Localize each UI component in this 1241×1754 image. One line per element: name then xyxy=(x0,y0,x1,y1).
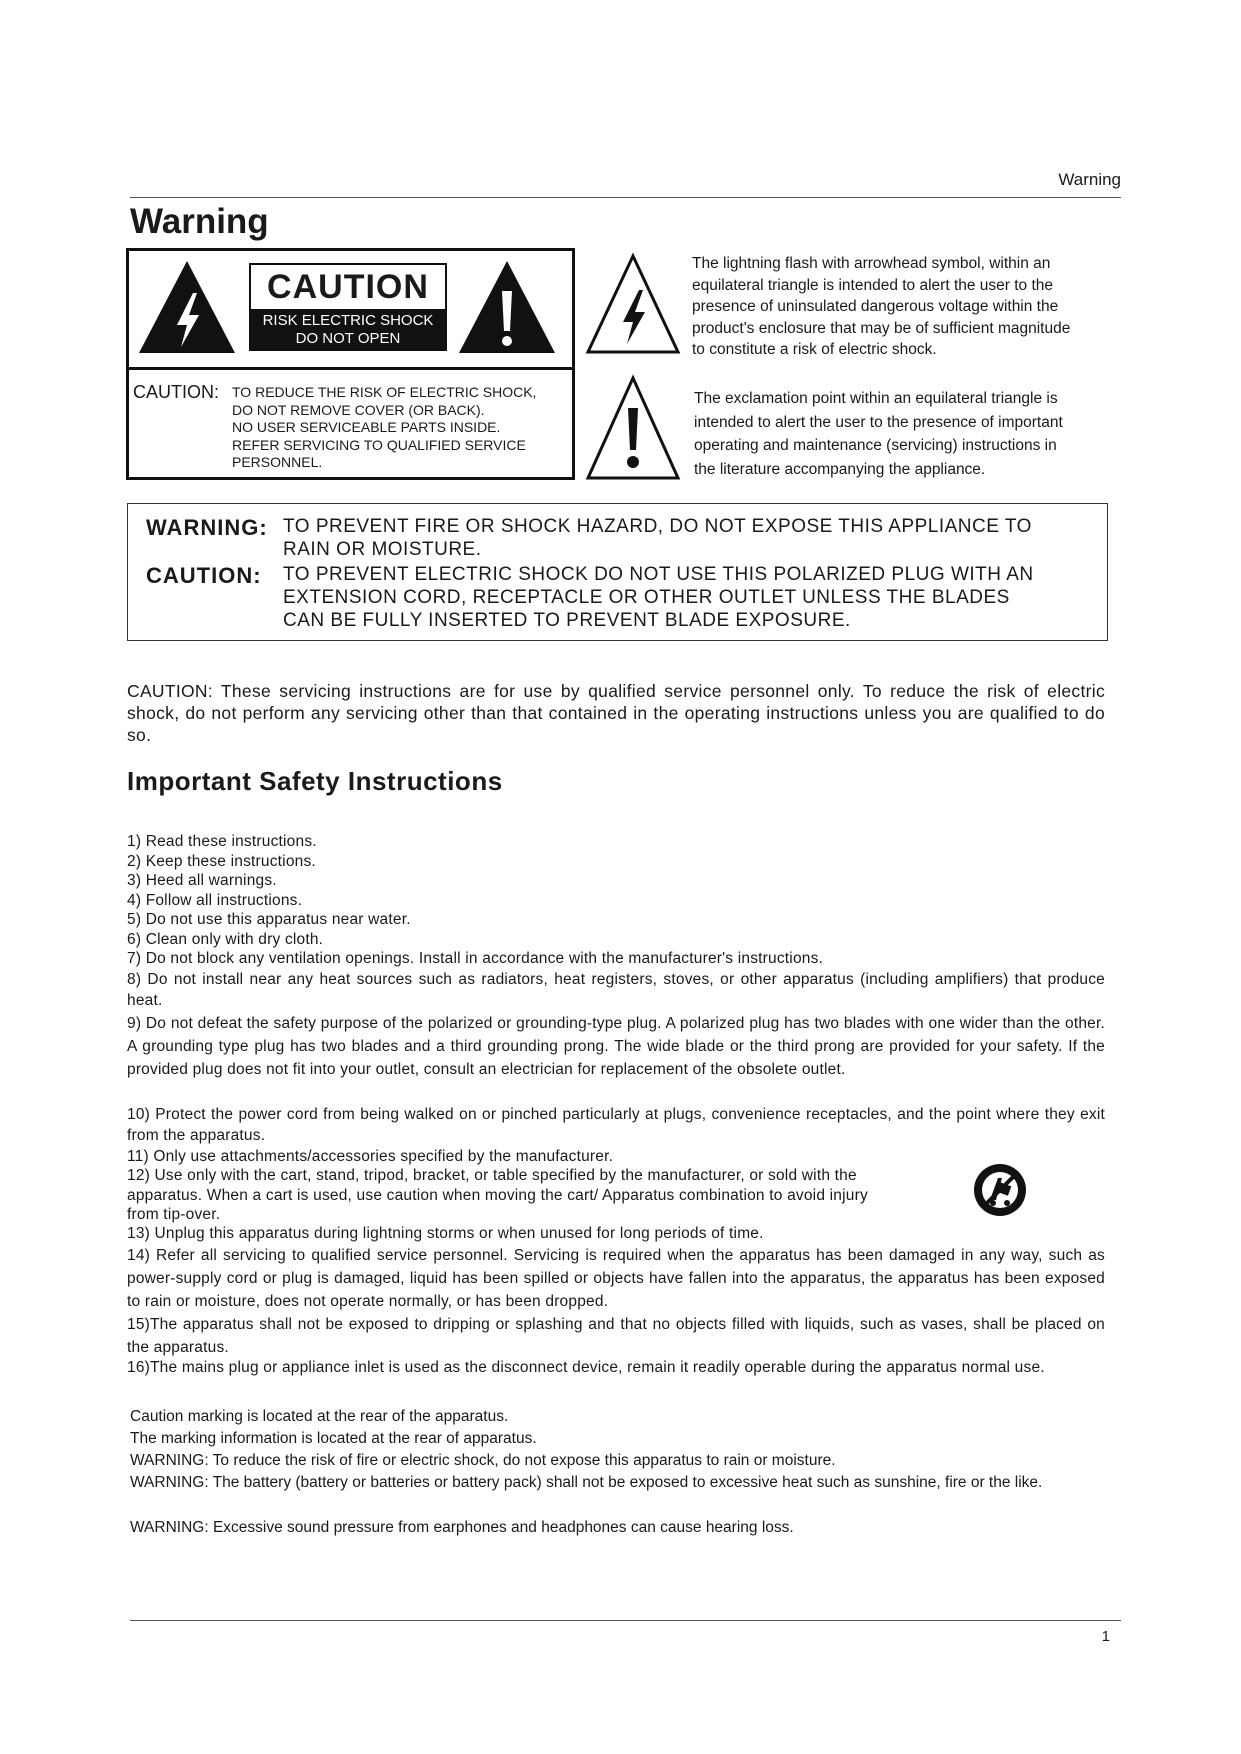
caution-box-line: TO PREVENT ELECTRIC SHOCK DO NOT USE THIS POLARIZED PLUG WITH AN xyxy=(283,564,1034,585)
servicing-caution: CAUTION: These servicing instructions are for use by qualified service personnel only. To reduce the risk of electric shock, do not perform any servicing other than that contained in the operating instructions unless you are qualified to do so. xyxy=(127,681,1105,745)
exclamation-symbol-explanation xyxy=(694,387,1124,481)
safety-heading: Important Safety Instructions xyxy=(127,766,503,796)
lightning-symbol-explanation xyxy=(692,253,1122,361)
safety-item: 6) Clean only with dry cloth. xyxy=(127,930,324,948)
footer-note: Caution marking is located at the rear of the apparatus. xyxy=(130,1408,509,1425)
footer-note: WARNING: Excessive sound pressure from earphones and headphones can cause hearing loss. xyxy=(130,1519,794,1536)
lightning-line: presence of uninsulated dangerous voltage within the xyxy=(692,298,1059,315)
lightning-line: to constitute a risk of electric shock. xyxy=(692,341,937,358)
warning-text xyxy=(283,515,1032,561)
caution-line: PERSONNEL. xyxy=(232,454,323,470)
exclamation-line: operating and maintenance (servicing) instructions in xyxy=(694,437,1057,454)
caution-sign-line2: DO NOT OPEN xyxy=(295,330,401,347)
caution-line: TO REDUCE THE RISK OF ELECTRIC SHOCK, xyxy=(232,384,537,400)
safety-item: 10) Protect the power cord from being walked on or pinched particularly at plugs, convenience receptacles, and the point where they exit from the apparatus. xyxy=(127,1106,1105,1144)
caution-sign-line1: RISK ELECTRIC SHOCK xyxy=(262,312,434,329)
cart-tip-over-icon xyxy=(972,1162,1028,1218)
lightning-line: product's enclosure that may be of sufficient magnitude xyxy=(692,319,1071,337)
caution-box-line: EXTENSION CORD, RECEPTACLE OR OTHER OUTLET UNLESS THE BLADES xyxy=(283,587,1010,608)
caution-line: NO USER SERVICEABLE PARTS INSIDE. xyxy=(232,419,501,435)
caution-box-line: CAN BE FULLY INSERTED TO PREVENT BLADE EXPOSURE. xyxy=(283,610,851,631)
caution-lines xyxy=(232,384,536,472)
exclamation-outline-icon xyxy=(585,374,681,482)
warning-line: RAIN OR MOISTURE. xyxy=(283,539,482,560)
safety-item: 13) Unplug this apparatus during lightning storms or when unused for long periods of time. xyxy=(127,1225,764,1242)
page-number: 1 xyxy=(1101,1628,1110,1645)
safety-item: 8) Do not install near any heat sources such as radiators, heat registers, stoves, or other apparatus (including amplifiers) that produce heat. xyxy=(127,971,1105,1009)
caution-line: REFER SERVICING TO QUALIFIED SERVICE xyxy=(232,436,526,453)
safety-item: 3) Heed all warnings. xyxy=(127,872,277,889)
warning-box xyxy=(127,503,1108,641)
exclamation-line: the literature accompanying the appliance. xyxy=(694,460,986,478)
caution-sign-word: CAUTION xyxy=(267,268,429,306)
page-title: Warning xyxy=(130,202,269,241)
safety-item: 15)The apparatus shall not be exposed to dripping or splashing and that no objects filled with liquids, such as vases, shall be placed on the apparatus. xyxy=(127,1316,1105,1356)
safety-item: 2) Keep these instructions. xyxy=(127,852,316,870)
footer-note: WARNING: The battery (battery or batteries or battery pack) shall not be exposed to excessive heat such as sunshine, fire or the like. xyxy=(130,1474,1043,1491)
footer-note: The marking information is located at the rear of apparatus. xyxy=(130,1430,537,1447)
caution-sign xyxy=(249,263,447,351)
caution-label-top xyxy=(129,251,572,370)
lightning-line: The lightning flash with arrowhead symbol, within an xyxy=(692,255,1051,272)
footer-rule xyxy=(130,1620,1121,1621)
warning-label: WARNING: xyxy=(146,515,268,540)
warning-line: TO PREVENT FIRE OR SHOCK HAZARD, DO NOT EXPOSE THIS APPLIANCE TO xyxy=(283,516,1032,537)
lightning-line: equilateral triangle is intended to alert the user to the xyxy=(692,276,1054,294)
safety-item: 5) Do not use this apparatus near water. xyxy=(127,911,411,928)
caution-label: CAUTION: xyxy=(146,563,262,588)
safety-item: 9) Do not defeat the safety purpose of the polarized or grounding-type plug. A polarized plug has two blades with one wider than the other. A grounding type plug has two blades and a third grounding prong. The wide blade or the third prong are provided for your safety. If the provided plug does not fit into your outlet, consult an electrician for replacement of the obsolete outlet. xyxy=(127,1015,1105,1078)
caution-text xyxy=(283,563,1034,632)
safety-item: 11) Only use attachments/accessories specified by the manufacturer. xyxy=(127,1148,614,1165)
lightning-outline-icon xyxy=(585,252,681,356)
exclamation-line: The exclamation point within an equilateral triangle is xyxy=(694,390,1058,407)
running-header: Warning xyxy=(1058,170,1121,189)
exclamation-line: intended to alert the user to the presence of important xyxy=(694,413,1063,431)
footer-note: WARNING: To reduce the risk of fire or electric shock, do not expose this apparatus to rain or moisture. xyxy=(130,1452,836,1469)
safety-item: 4) Follow all instructions. xyxy=(127,891,303,909)
caution-sign-band xyxy=(251,309,445,349)
safety-item: 7) Do not block any ventilation openings. Install in accordance with the manufacturer's instructions. xyxy=(127,950,824,967)
exclamation-warning-icon xyxy=(457,259,557,355)
safety-item: 1) Read these instructions. xyxy=(127,833,317,850)
safety-item: 12) Use only with the cart, stand, tripod, bracket, or table specified by the manufacturer, or sold with the apparatus. When a cart is used, use caution when moving the cart/ Apparatus combination to avoid injury from tip-over. xyxy=(127,1167,868,1223)
safety-item: 16)The mains plug or appliance inlet is used as the disconnect device, remain it readily operable during the apparatus normal use. xyxy=(127,1359,1045,1376)
header-rule xyxy=(130,197,1121,198)
safety-item: 14) Refer all servicing to qualified service personnel. Servicing is required when the apparatus has been damaged in any way, such as power-supply cord or plug is damaged, liquid has been spilled or objects have fallen into the apparatus, the apparatus has been exposed to rain or moisture, does not operate normally, or has been dropped. xyxy=(127,1247,1105,1310)
caution-lead: CAUTION: xyxy=(133,382,220,402)
caution-label-panel xyxy=(126,248,575,480)
caution-line: DO NOT REMOVE COVER (OR BACK). xyxy=(232,401,485,418)
lightning-warning-icon xyxy=(137,259,237,355)
